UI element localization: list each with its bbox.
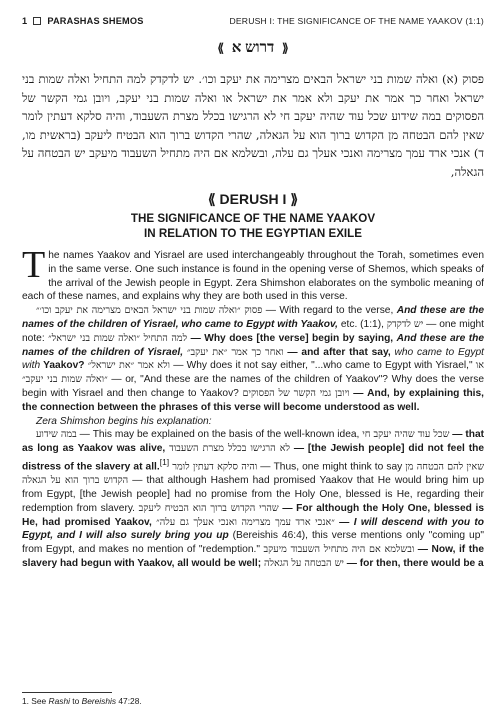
page-number: 1: [22, 16, 28, 26]
text-run: — For although the Holy One, blessed is He, had promised Yaakov,: [22, 502, 484, 528]
hebrew-quote: לא הרגישו בכלל מצרת השעבוד: [169, 443, 290, 455]
hebrew-heading-text: דרוש א: [231, 40, 275, 56]
derush-heading: [22, 191, 484, 211]
footnote-text: 1. See: [22, 696, 49, 706]
verse-translation: And these are the names of the children of Yisrael, who came to Egypt with Yaakov,: [22, 305, 484, 330]
text-run: — Now, if the slavery had begun with Yaakov, all would be well;: [22, 544, 484, 569]
ornament-right-icon: ⟫: [217, 41, 225, 55]
hebrew-text-block: [22, 70, 484, 181]
ornament-left-icon: ⟪: [207, 191, 220, 207]
page: [22, 8, 484, 708]
text-run: — Thus, one might think to say: [257, 461, 406, 473]
book-title: PARASHAS SHEMOS: [47, 16, 144, 26]
hebrew-quote: והיה סלקא דעתין לומר: [172, 461, 258, 473]
hebrew-quote: פסוק ״ואלה שמות בני ישראל הבאים מצרימה את יעקב וכו׳״: [36, 305, 263, 317]
footnote-text: to: [69, 696, 82, 706]
ornament-right-icon: ⟫: [286, 191, 299, 207]
hebrew-quote: יש לדקדק: [386, 318, 424, 330]
footnote-divider: [22, 692, 112, 693]
text-run: — Why does it not say either, "...who came to Egypt with Yisrael,": [170, 360, 476, 372]
hebrew-quote: יש הבטחה על הגאלה: [263, 557, 344, 569]
hebrew-quote: במה שידוע: [36, 429, 77, 441]
text-run: — that although Hashem had promised Yaakov that He would bring him up from Egypt, [the Jewish people] had no promise from the Holy One, blessed is He, regarding their redemption from slavery.: [22, 475, 484, 514]
drop-cap: T: [22, 244, 46, 286]
text-run: Zera Shimshon begins his explanation:: [36, 415, 212, 427]
text-run: etc. (1:1),: [337, 318, 387, 330]
intro-text: he names Yaakov and Yisrael are used interchangeably throughout the Torah, sometimes even in the same verse. One such instance is found in the opening verse of Shemos, which speaks of the arrival of the Jewish people in Egypt. Zera Shimshon elaborates on the symbolic meaning of each of these names, and explains why they are both used in this verse.: [22, 250, 484, 303]
intro-paragraph: [22, 244, 484, 304]
running-head-left: [22, 16, 144, 26]
footnote-marker[interactable]: [1]: [159, 456, 170, 467]
footnote-text: 47:28.: [116, 696, 142, 706]
hebrew-quote: או ״ואלה שמות בני יעקב״: [22, 360, 484, 386]
running-head: [22, 8, 484, 34]
hebrew-quote: ובשלמא אם היה מתחיל השעבוד מיעקב: [263, 544, 415, 556]
text-run: — With regard to the verse,: [262, 305, 397, 317]
hebrew-quote: ויובן גמי הקשר של הפסוקים: [242, 387, 350, 399]
hebrew-heading: [22, 40, 484, 62]
verse-translation: — I will descend with you to Egypt, and I will also surely bring you up: [22, 516, 484, 542]
text-run: (Bereishis 46:4), this verse mentions only "coming up" from Egypt, and makes no mention of "redemption.": [22, 530, 484, 556]
hebrew-quote: ולא אמר ״את ישראל״: [87, 360, 170, 372]
verse-translation: And these are the names of the children of Yisrael,: [22, 332, 484, 358]
english-text-block: [22, 244, 485, 571]
text-run: — that as long as Yaakov was alive,: [22, 429, 485, 455]
paragraph-1: [22, 304, 484, 414]
text-run: — for then, there would be a: [343, 557, 484, 569]
footnote: [22, 696, 142, 706]
text-run: — or, "And these are the names of the children of Yaakov"? Why does the verse begin with Yisrael and then change to Yaakov?: [22, 374, 484, 399]
footnote-source: Bereishis: [81, 696, 117, 706]
hebrew-quote: שאין להם הבטחה מן הקדוש ברוך הוא על הגאלה: [22, 461, 484, 487]
text-run: — This may be explained on the basis of the well-known idea,: [76, 429, 363, 441]
square-ornament-icon: [33, 17, 41, 25]
hebrew-text: פסוק (א) ואלה שמות בני ישראל הבאים מצרימה את יעקב וכו׳. יש לדקדק למה התחיל ואלה שמות בני ישראל ואחר כך אמר את יעקב ולא אמר את ישראל או ואלה שמות בני יעקב, ויובן גמי הקשר של הפסוקים במה שידוע שכל עוד שהיה יעקב חי לא הרגישו בכלל מצרת השעבוד, והיה סלקא דעתין לומר שאין להם הבטחה מן הקדוש ברוך הוא על הגאלה, שהרי הקדוש ברוך הוא הבטיח ליעקב (בראשית מו, ד) אנכי ארד עמך מצרימה ואנכי אעלך גם עלה, ובשלמא אם היה מתחיל השעבוד מיעקב יש הבטחה על הגאלה,: [22, 72, 484, 179]
footnote-source: Rashi: [48, 696, 70, 706]
english-heading: [22, 191, 484, 241]
paragraph-2-intro: [22, 415, 484, 429]
hebrew-quote: ואחר כך אמר ״את יעקב״: [186, 346, 284, 358]
hebrew-quote: למה התחיל ״ואלה שמות בני ישראל״: [48, 332, 188, 344]
hebrew-quote: שהרי הקדוש ברוך הוא הבטיח ליעקב: [138, 502, 279, 514]
text-run: — Why does [the verse] begin by saying,: [187, 332, 397, 344]
text-run: — [the Jewish people] did not feel the distress of the slavery at all.: [22, 443, 485, 473]
subheading-2: IN RELATION TO THE EGYPTIAN EXILE: [144, 227, 362, 240]
text-run: Yaakov?: [40, 360, 88, 372]
hebrew-quote: ״אנכי ארד עמך מצרימה ואנכי אעלך גם עלה״: [156, 516, 335, 528]
subheading-1: THE SIGNIFICANCE OF THE NAME YAAKOV: [130, 212, 376, 225]
text-run: — And, by explaining this, the connection between the phrases of this verse will become understood as well.: [22, 387, 485, 413]
ornament-left-icon: ⟪: [281, 41, 289, 55]
paragraph-2: [22, 428, 484, 570]
text-run: — one might note:: [22, 318, 484, 344]
text-run: — and after that say,: [283, 346, 395, 358]
section-title: DERUSH I: THE SIGNIFICANCE OF THE NAME YAAKOV (1:1): [229, 16, 484, 26]
derush-heading-text: DERUSH I: [219, 191, 287, 207]
verse-translation: who came to Egypt with: [22, 346, 485, 372]
hebrew-quote: שכל עוד שהיה יעקב חי: [362, 429, 450, 441]
